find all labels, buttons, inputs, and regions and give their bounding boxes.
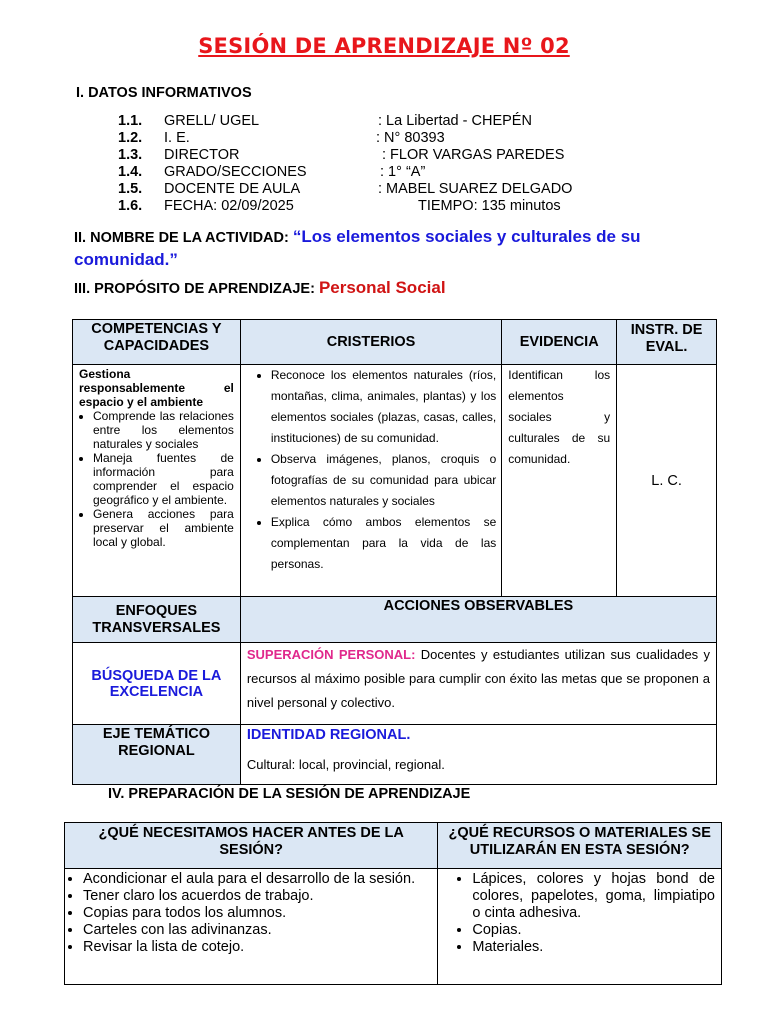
info-value: : La Libertad - CHEPÉN: [378, 113, 532, 129]
header-acciones: ACCIONES OBSERVABLES: [240, 597, 716, 643]
activity-line: [74, 226, 694, 272]
proposito-table: [72, 319, 717, 785]
info-row: [118, 181, 738, 198]
info-value: : FLOR VARGAS PAREDES: [382, 147, 565, 163]
list-item: • Comprende las relaciones entre los elementos naturales y sociales: [93, 409, 234, 451]
activity-name: “Los elementos sociales y culturales de su comunidad.”: [74, 227, 641, 269]
info-row: [118, 198, 738, 215]
info-row: [118, 113, 738, 130]
list-item: • Copias para todos los alumnos.: [83, 905, 431, 922]
info-num: 1.5.: [118, 181, 143, 197]
purpose-area: Personal Social: [318, 278, 446, 297]
table-row: [73, 365, 717, 597]
table-row: [65, 823, 722, 869]
recursos-cell: [438, 869, 722, 985]
info-label: GRADO/SECCIONES: [164, 164, 307, 180]
info-label: FECHA: 02/09/2025: [164, 198, 294, 214]
table-row: [73, 597, 717, 643]
table-row: [73, 725, 717, 785]
list-item: • Revisar la lista de cotejo.: [83, 939, 431, 956]
info-num: 1.4.: [118, 164, 143, 180]
header-enfoques: ENFOQUES TRANSVERSALES: [73, 597, 241, 643]
list-item: • Maneja fuentes de información para comprender el espacio geográfico y el ambiente.: [93, 451, 234, 507]
eje-cell: [240, 725, 716, 785]
list-item: • Explica cómo ambos elementos se complementan para la vida de las personas.: [271, 512, 496, 575]
header-competencias: COMPETENCIAS Y CAPACIDADES: [73, 320, 241, 365]
list-item: • Acondicionar el aula para el desarrollo de la sesión.: [83, 871, 431, 888]
competencia-title: Gestiona responsablemente el espacio y el ambiente: [79, 367, 234, 409]
header-evidencia: EVIDENCIA: [502, 320, 617, 365]
list-item: • Copias.: [472, 922, 715, 939]
header-criterios: CRISTERIOS: [240, 320, 501, 365]
info-num: 1.6.: [118, 198, 143, 214]
info-label: GRELL/ UGEL: [164, 113, 260, 129]
info-label: DIRECTOR: [164, 147, 240, 163]
info-value: TIEMPO: 135 minutos: [418, 198, 561, 214]
table-row: [73, 320, 717, 365]
section-heading-proposito: III. PROPÓSITO DE APRENDIZAJE:: [74, 281, 315, 297]
instrumento-cell: L. C.: [617, 365, 717, 597]
superacion-text: Docentes y estudiantes utilizan sus cualidades y recursos al máximo posible para cumplir con éxito las metas que se proponen a nivel personal y colectivo.: [246, 647, 710, 710]
section-heading-preparacion: IV. PREPARACIÓN DE LA SESIÓN DE APRENDIZAJE: [108, 786, 471, 802]
info-row: [118, 147, 738, 164]
header-recursos: ¿QUÉ RECURSOS O MATERIALES SE UTILIZARÁN EN ESTA SESIÓN?: [438, 823, 722, 869]
info-num: 1.3.: [118, 147, 143, 163]
section-heading-datos: I. DATOS INFORMATIVOS: [76, 85, 252, 101]
list-item: • Lápices, colores y hojas bond de colores, papelotes, goma, limpiatipo o cinta adhesiva.: [472, 871, 715, 922]
list-item: • Reconoce los elementos naturales (ríos, montañas, clima, animales, plantas) y los elementos sociales (plazas, casas, calles, instituciones) de su comunidad.: [271, 365, 496, 449]
section-heading-actividad: II. NOMBRE DE LA ACTIVIDAD:: [74, 230, 289, 246]
list-item: • Materiales.: [472, 939, 715, 956]
header-eje: EJE TEMÁTICO REGIONAL: [73, 725, 241, 785]
purpose-line: [74, 278, 446, 298]
table-row: [73, 643, 717, 725]
evidencia-cell: Identifican los elementos sociales y culturales de su comunidad.: [502, 365, 617, 597]
table-row: [65, 869, 722, 985]
superacion-cell: [240, 643, 716, 725]
info-value: : MABEL SUAREZ DELGADO: [378, 181, 573, 197]
info-value: : 1° “A”: [380, 164, 426, 180]
superacion-label: SUPERACIÓN PERSONAL:: [246, 647, 416, 662]
antes-cell: [65, 869, 438, 985]
page-title: SESIÓN DE APRENDIZAJE Nº 02: [198, 34, 570, 58]
list-item: • Tener claro los acuerdos de trabajo.: [83, 888, 431, 905]
info-label: I. E.: [164, 130, 190, 146]
info-row: [118, 164, 738, 181]
enfoque-cell: BÚSQUEDA DE LA EXCELENCIA: [73, 643, 241, 725]
list-item: • Genera acciones para preservar el ambiente local y global.: [93, 507, 234, 549]
competencia-cell: [73, 365, 241, 597]
header-antes: ¿QUÉ NECESITAMOS HACER ANTES DE LA SESIÓN?: [65, 823, 438, 869]
list-item: • Observa imágenes, planos, croquis o fotografías de su comunidad para ubicar elementos naturales y sociales: [271, 449, 496, 512]
criterios-cell: [240, 365, 501, 597]
info-num: 1.2.: [118, 130, 143, 146]
info-label: DOCENTE DE AULA: [164, 181, 301, 197]
datos-informativos: [118, 113, 738, 215]
info-num: 1.1.: [118, 113, 143, 129]
eje-title: IDENTIDAD REGIONAL.: [246, 727, 411, 743]
eje-text: Cultural: local, provincial, regional.: [246, 757, 445, 772]
list-item: • Carteles con las adivinanzas.: [83, 922, 431, 939]
preparacion-table: [64, 822, 722, 985]
header-instrumento: INSTR. DE EVAL.: [617, 320, 717, 365]
info-row: [118, 130, 738, 147]
info-value: : N° 80393: [376, 130, 445, 146]
